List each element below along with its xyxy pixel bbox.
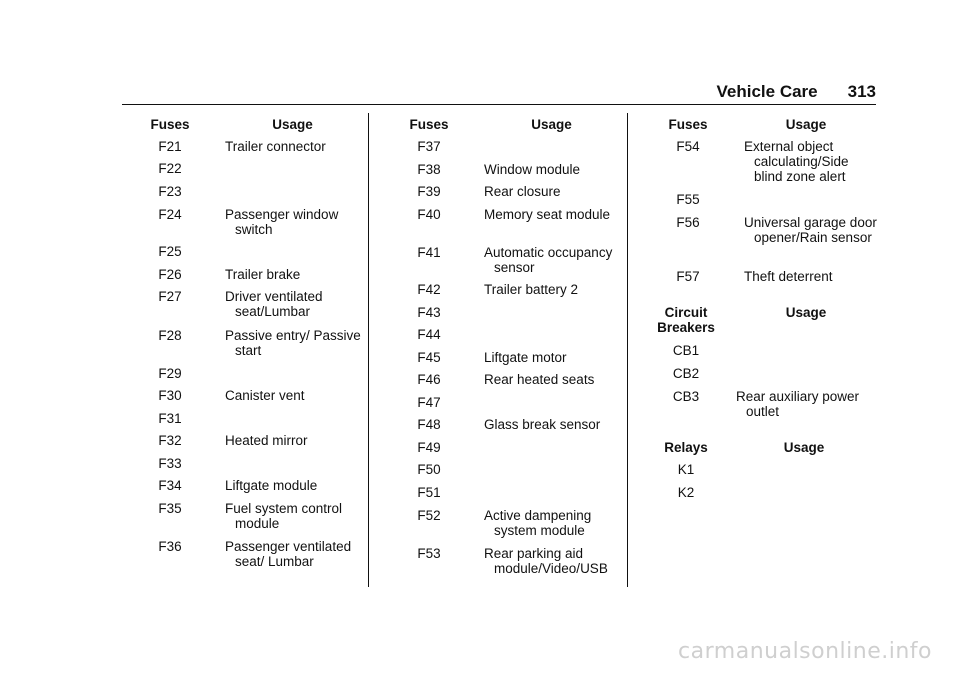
fuse-id: K2 bbox=[677, 485, 695, 500]
fuse-id: F47 bbox=[417, 395, 441, 410]
fuse-usage: Passenger ventilated seat/ Lumbar bbox=[225, 539, 352, 569]
fuse-usage: Automatic occupancy sensor bbox=[484, 245, 613, 275]
fuse-id: F52 bbox=[417, 508, 441, 523]
fuse-id: F54 bbox=[676, 139, 700, 154]
page-number: 313 bbox=[847, 82, 876, 101]
fuse-id: F23 bbox=[158, 184, 182, 199]
fuse-id: F53 bbox=[417, 546, 441, 561]
usage-column-header: Usage bbox=[272, 117, 313, 132]
fuse-usage: Liftgate motor bbox=[484, 350, 567, 365]
fuse-usage: Rear closure bbox=[484, 184, 561, 199]
fuse-column-header: Circuit Breakers bbox=[657, 305, 715, 335]
fuse-id: F38 bbox=[417, 162, 441, 177]
fuse-id: F48 bbox=[417, 417, 441, 432]
fuse-id: F44 bbox=[417, 327, 441, 342]
fuse-usage: Glass break sensor bbox=[484, 417, 601, 432]
fuse-id: F24 bbox=[158, 207, 182, 222]
fuse-id: F50 bbox=[417, 462, 441, 477]
fuse-usage: Rear heated seats bbox=[484, 372, 595, 387]
fuse-id: CB1 bbox=[672, 343, 700, 358]
fuse-column-header: Fuses bbox=[409, 117, 449, 132]
fuse-id: F36 bbox=[158, 539, 182, 554]
watermark: carmanualsonline.info bbox=[678, 639, 932, 664]
fuse-id: F51 bbox=[417, 485, 441, 500]
fuse-id: F35 bbox=[158, 501, 182, 516]
fuse-id: F57 bbox=[676, 269, 700, 284]
fuse-id: F33 bbox=[158, 456, 182, 471]
fuse-usage: Theft deterrent bbox=[744, 269, 833, 284]
fuse-id: F40 bbox=[417, 207, 441, 222]
fuse-id: F21 bbox=[158, 139, 182, 154]
fuse-usage: Universal garage door opener/Rain sensor bbox=[744, 215, 877, 245]
fuse-usage: Window module bbox=[484, 162, 581, 177]
usage-column-header: Usage bbox=[531, 117, 572, 132]
fuse-id: F43 bbox=[417, 305, 441, 320]
fuse-id: F46 bbox=[417, 372, 441, 387]
fuse-id: F29 bbox=[158, 366, 182, 381]
fuse-column-header: Relays bbox=[664, 440, 708, 455]
fuse-id: F22 bbox=[158, 161, 182, 176]
fuse-id: F32 bbox=[158, 433, 182, 448]
fuse-id: CB2 bbox=[672, 366, 700, 381]
fuse-usage: External object calculating/Side blind zone alert bbox=[744, 139, 849, 184]
fuse-usage: Heated mirror bbox=[225, 433, 308, 448]
fuse-id: F41 bbox=[417, 245, 441, 260]
fuse-usage: Rear auxiliary power outlet bbox=[736, 389, 860, 419]
fuse-id: F37 bbox=[417, 139, 441, 154]
usage-column-header: Usage bbox=[785, 117, 827, 132]
fuse-id: F26 bbox=[158, 267, 182, 282]
fuse-id: F25 bbox=[158, 244, 182, 259]
fuse-id: F55 bbox=[676, 192, 700, 207]
fuse-id: F31 bbox=[158, 411, 182, 426]
fuse-usage: Passenger window switch bbox=[225, 207, 339, 237]
fuse-id: F30 bbox=[158, 388, 182, 403]
fuse-id: F39 bbox=[417, 184, 441, 199]
page-header bbox=[122, 82, 876, 104]
usage-column-header: Usage bbox=[785, 305, 827, 320]
fuse-usage: Trailer connector bbox=[225, 139, 326, 154]
fuse-usage: Rear parking aid module/Video/USB bbox=[484, 546, 608, 576]
fuse-usage: Driver ventilated seat/Lumbar bbox=[225, 289, 323, 319]
fuse-id: F49 bbox=[417, 440, 441, 455]
fuse-id: F45 bbox=[417, 350, 441, 365]
fuse-id: K1 bbox=[677, 462, 695, 477]
fuse-usage: Active dampening system module bbox=[484, 508, 592, 538]
fuse-id: F27 bbox=[158, 289, 182, 304]
fuse-id: CB3 bbox=[672, 389, 700, 404]
fuse-usage: Memory seat module bbox=[484, 207, 611, 222]
fuse-usage: Liftgate module bbox=[225, 478, 318, 493]
usage-column-header: Usage bbox=[783, 440, 825, 455]
fuse-usage: Passive entry/ Passive start bbox=[225, 328, 361, 358]
fuse-id: F28 bbox=[158, 328, 182, 343]
fuse-usage: Canister vent bbox=[225, 388, 305, 403]
fuse-id: F34 bbox=[158, 478, 182, 493]
section-title: Vehicle Care bbox=[716, 82, 818, 101]
fuse-usage: Fuel system control module bbox=[225, 501, 343, 531]
fuse-column-header: Fuses bbox=[150, 117, 190, 132]
fuse-usage: Trailer brake bbox=[225, 267, 301, 282]
header-rule bbox=[122, 104, 876, 105]
fuse-id: F56 bbox=[676, 215, 700, 230]
fuse-id: F42 bbox=[417, 282, 441, 297]
fuse-column-header: Fuses bbox=[668, 117, 708, 132]
fuse-usage: Trailer battery 2 bbox=[484, 282, 579, 297]
